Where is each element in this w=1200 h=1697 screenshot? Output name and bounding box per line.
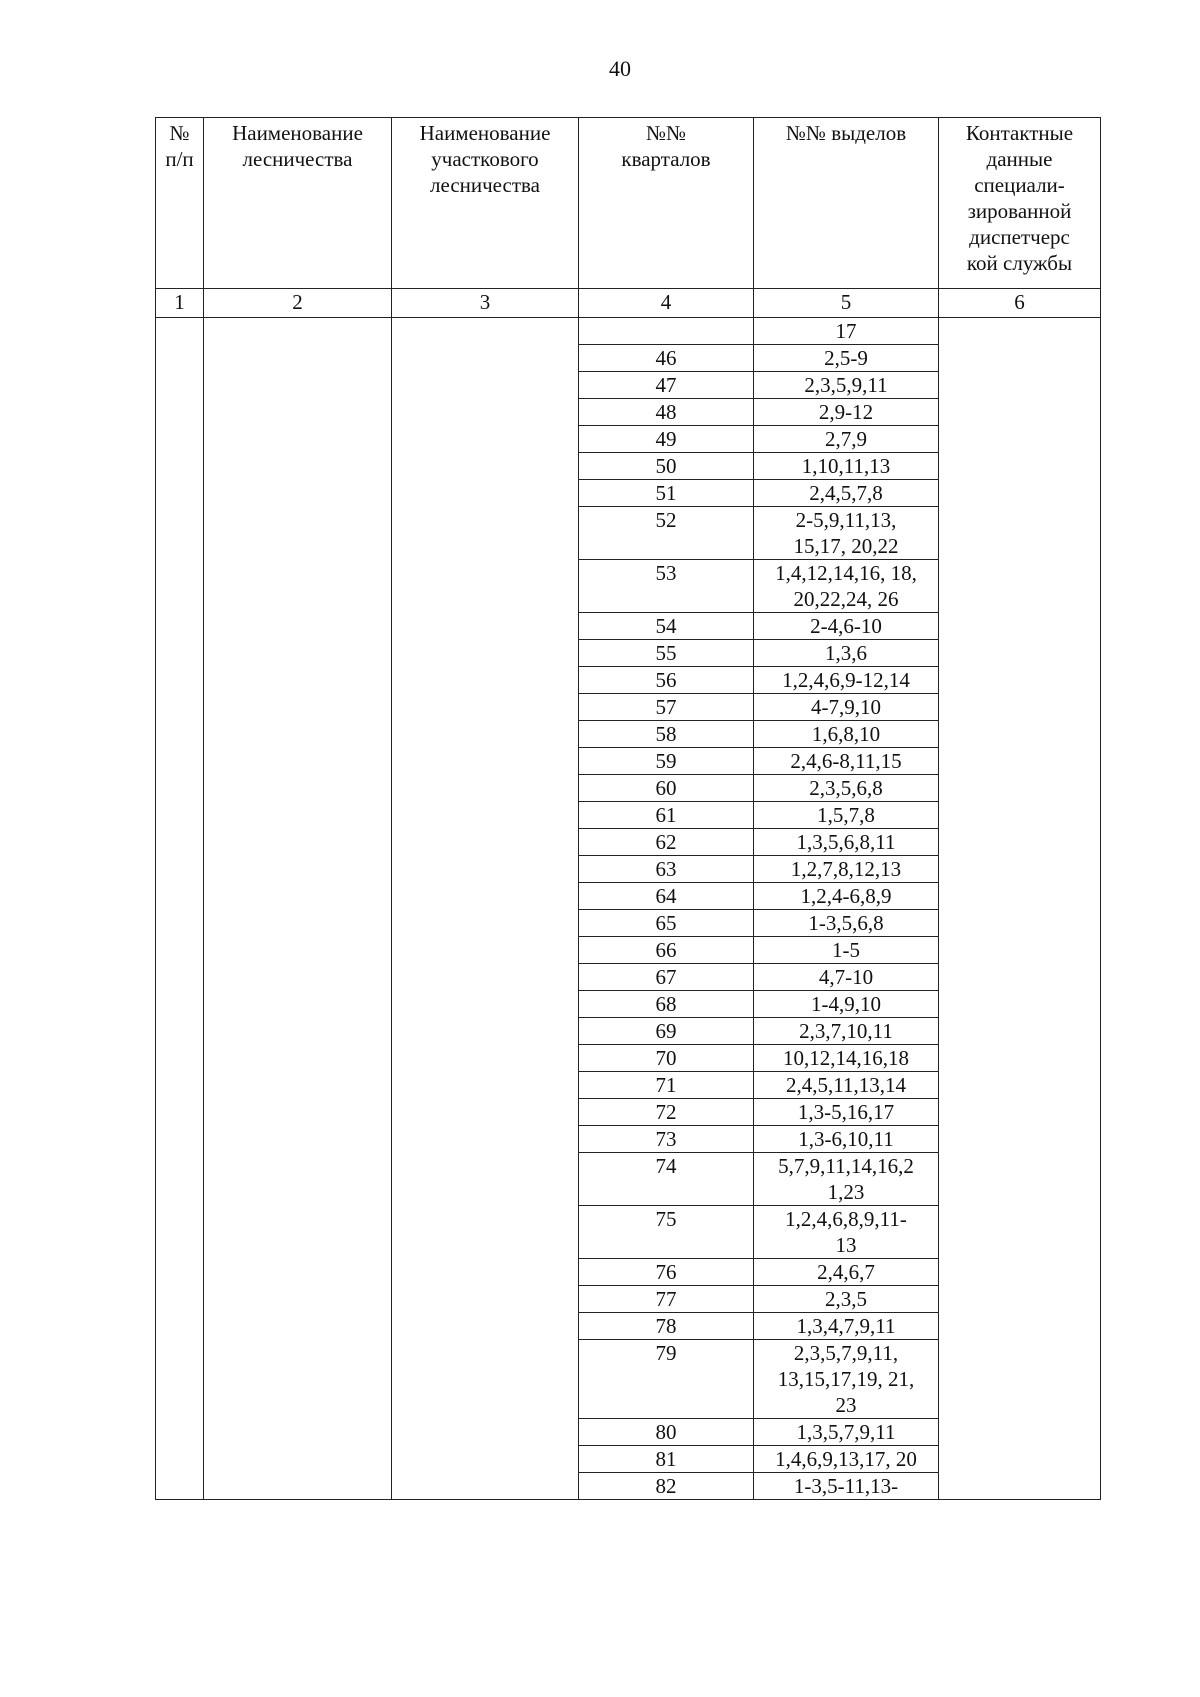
sections-cell: 1,4,6,9,13,17, 20	[754, 1446, 939, 1473]
sections-cell: 2-4,6-10	[754, 613, 939, 640]
quarter-cell: 73	[579, 1126, 754, 1153]
quarter-cell: 51	[579, 480, 754, 507]
page-number: 40	[609, 56, 631, 81]
sections-cell: 10,12,14,16,18	[754, 1045, 939, 1072]
quarter-cell: 54	[579, 613, 754, 640]
number-cell	[156, 318, 204, 1500]
header-row	[156, 118, 1101, 289]
sections-cell: 2,3,5	[754, 1286, 939, 1313]
quarter-cell: 61	[579, 802, 754, 829]
sections-cell: 2,4,6-8,11,15	[754, 748, 939, 775]
sections-cell: 1,6,8,10	[754, 721, 939, 748]
sections-cell: 1,3,4,7,9,11	[754, 1313, 939, 1340]
sections-cell: 2,9-12	[754, 399, 939, 426]
quarter-cell: 62	[579, 829, 754, 856]
sections-cell: 1,2,4-6,8,9	[754, 883, 939, 910]
quarter-cell: 53	[579, 560, 754, 613]
quarter-cell: 64	[579, 883, 754, 910]
sections-cell: 1-3,5,6,8	[754, 910, 939, 937]
sections-cell: 1,3-6,10,11	[754, 1126, 939, 1153]
sections-cell: 2,4,5,11,13,14	[754, 1072, 939, 1099]
header-cell-forestry: Наименование лесничества	[204, 118, 392, 289]
header-cell-number: № п/п	[156, 118, 204, 289]
quarter-cell: 78	[579, 1313, 754, 1340]
quarter-cell: 52	[579, 507, 754, 560]
sections-cell: 2,4,6,7	[754, 1259, 939, 1286]
column-number-cell: 2	[204, 289, 392, 318]
district-forestry-cell	[392, 318, 579, 1500]
quarter-cell: 68	[579, 991, 754, 1018]
quarter-cell: 69	[579, 1018, 754, 1045]
sections-cell: 4,7-10	[754, 964, 939, 991]
quarter-cell: 63	[579, 856, 754, 883]
sections-cell: 1,3,5,6,8,11	[754, 829, 939, 856]
quarter-cell: 71	[579, 1072, 754, 1099]
quarter-cell: 81	[579, 1446, 754, 1473]
sections-cell: 1-5	[754, 937, 939, 964]
sections-cell: 2,3,5,7,9,11, 13,15,17,19, 21, 23	[754, 1340, 939, 1419]
sections-cell: 1,3,6	[754, 640, 939, 667]
sections-cell: 1,2,4,6,9-12,14	[754, 667, 939, 694]
quarter-cell: 72	[579, 1099, 754, 1126]
quarter-cell: 49	[579, 426, 754, 453]
sections-cell: 4-7,9,10	[754, 694, 939, 721]
sections-cell: 2,5-9	[754, 345, 939, 372]
sections-cell: 1,4,12,14,16, 18, 20,22,24, 26	[754, 560, 939, 613]
table-body	[156, 318, 1101, 1500]
table-row	[156, 318, 1101, 345]
quarter-cell: 50	[579, 453, 754, 480]
quarter-cell: 47	[579, 372, 754, 399]
header-cell-quarters: №№ кварталов	[579, 118, 754, 289]
column-number-cell: 4	[579, 289, 754, 318]
sections-cell: 2,4,5,7,8	[754, 480, 939, 507]
quarter-cell: 82	[579, 1473, 754, 1500]
header-cell-district-forestry: Наименование участкового лесничества	[392, 118, 579, 289]
quarter-cell: 79	[579, 1340, 754, 1419]
quarter-cell: 80	[579, 1419, 754, 1446]
sections-cell: 2-5,9,11,13, 15,17, 20,22	[754, 507, 939, 560]
sections-cell: 1,2,4,6,8,9,11- 13	[754, 1206, 939, 1259]
sections-cell: 2,3,5,9,11	[754, 372, 939, 399]
sections-cell: 1,2,7,8,12,13	[754, 856, 939, 883]
sections-cell: 2,3,5,6,8	[754, 775, 939, 802]
sections-cell: 17	[754, 318, 939, 345]
sections-cell: 1,10,11,13	[754, 453, 939, 480]
quarter-cell: 56	[579, 667, 754, 694]
sections-cell: 1,3,5,7,9,11	[754, 1419, 939, 1446]
table-header	[156, 118, 1101, 318]
sections-cell: 1-4,9,10	[754, 991, 939, 1018]
quarter-cell: 59	[579, 748, 754, 775]
header-cell-contacts: Контактные данные специали- зированной диспетчерс кой службы	[939, 118, 1101, 289]
quarter-cell: 60	[579, 775, 754, 802]
sections-cell: 1-3,5-11,13-	[754, 1473, 939, 1500]
column-number-cell: 5	[754, 289, 939, 318]
sections-cell: 2,7,9	[754, 426, 939, 453]
quarter-cell: 65	[579, 910, 754, 937]
sections-cell: 1,5,7,8	[754, 802, 939, 829]
quarter-cell: 75	[579, 1206, 754, 1259]
quarter-cell: 66	[579, 937, 754, 964]
sections-cell: 5,7,9,11,14,16,2 1,23	[754, 1153, 939, 1206]
column-number-row	[156, 289, 1101, 318]
quarter-cell: 55	[579, 640, 754, 667]
quarter-cell: 46	[579, 345, 754, 372]
quarter-cell: 77	[579, 1286, 754, 1313]
quarter-cell: 76	[579, 1259, 754, 1286]
column-number-cell: 3	[392, 289, 579, 318]
header-cell-sections: №№ выделов	[754, 118, 939, 289]
sections-cell: 1,3-5,16,17	[754, 1099, 939, 1126]
quarter-cell: 70	[579, 1045, 754, 1072]
quarter-cell: 57	[579, 694, 754, 721]
forestry-table	[155, 117, 1101, 1500]
column-number-cell: 1	[156, 289, 204, 318]
forestry-cell	[204, 318, 392, 1500]
column-number-cell: 6	[939, 289, 1101, 318]
quarter-cell: 48	[579, 399, 754, 426]
quarter-cell: 74	[579, 1153, 754, 1206]
sections-cell: 2,3,7,10,11	[754, 1018, 939, 1045]
contacts-cell	[939, 318, 1101, 1500]
quarter-cell	[579, 318, 754, 345]
quarter-cell: 67	[579, 964, 754, 991]
quarter-cell: 58	[579, 721, 754, 748]
